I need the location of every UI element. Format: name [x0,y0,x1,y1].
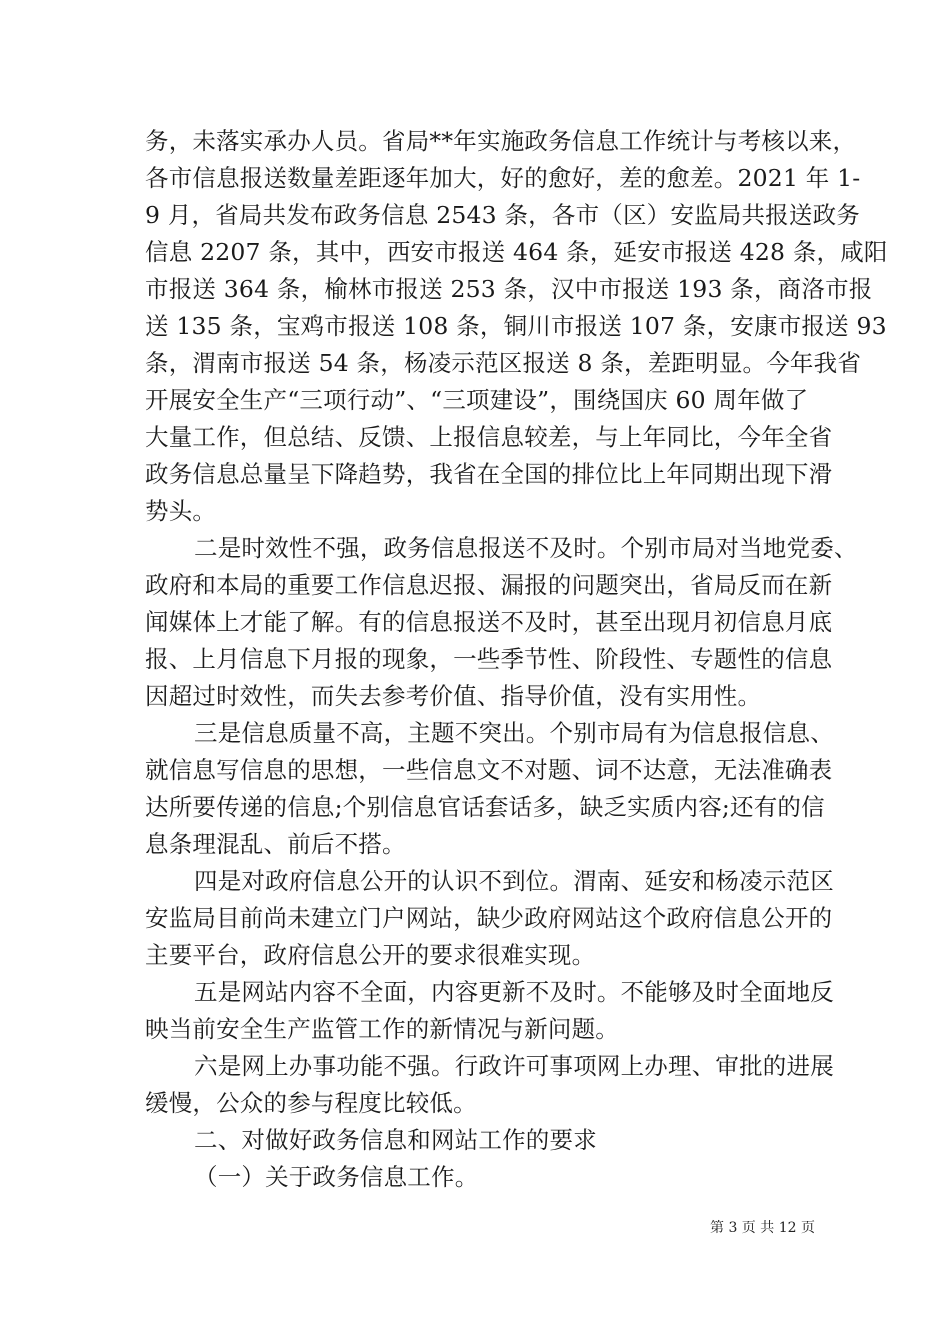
text-line: 息条理混乱、前后不搭。 [145,830,406,858]
text-line: 政府和本局的重要工作信息迟报、漏报的问题突出，省局反而在新 [145,571,833,599]
text-line: 主要平台，政府信息公开的要求很难实现。 [145,941,596,969]
text-line: 开展安全生产“三项行动”、“三项建设”，围绕国庆 60 周年做了 [145,386,809,414]
text-line: 二是时效性不强，政务信息报送不及时。个别市局对当地党委、 [194,534,858,562]
text-line: 政务信息总量呈下降趋势，我省在全国的排位比上年同期出现下滑 [145,460,833,488]
text-line: 缓慢，公众的参与程度比较低。 [145,1089,477,1117]
text-line: 报、上月信息下月报的现象，一些季节性、阶段性、专题性的信息 [145,645,833,673]
text-line: 三是信息质量不高，主题不突出。个别市局有为信息报信息、 [194,719,834,747]
text-line: 各市信息报送数量差距逐年加大，好的愈好，差的愈差。2021 年 1- [145,164,861,192]
text-line: 条，渭南市报送 54 条，杨凌示范区报送 8 条，差距明显。今年我省 [145,349,862,377]
text-line: 四是对政府信息公开的认识不到位。渭南、延安和杨凌示范区 [194,867,834,895]
text-line: 信息 2207 条，其中，西安市报送 464 条，延安市报送 428 条，咸阳 [145,238,888,266]
text-line: 务，未落实承办人员。省局**年实施政务信息工作统计与考核以来， [145,127,857,155]
text-line: 闻媒体上才能了解。有的信息报送不及时，甚至出现月初信息月底 [145,608,833,636]
text-line: 六是网上办事功能不强。行政许可事项网上办理、审批的进展 [194,1052,834,1080]
text-line: 大量工作，但总结、反馈、上报信息较差，与上年同比，今年全省 [145,423,833,451]
page-number: 第 3 页 共 12 页 [710,1220,815,1236]
text-line: 映当前安全生产监管工作的新情况与新问题。 [145,1015,619,1043]
text-line: 安监局目前尚未建立门户网站，缺少政府网站这个政府信息公开的 [145,904,833,932]
text-line: 就信息写信息的思想，一些信息文不对题、词不达意，无法准确表 [145,756,833,784]
subsection-heading: （一）关于政务信息工作。 [194,1163,479,1191]
text-line: 五是网站内容不全面，内容更新不及时。不能够及时全面地反 [194,978,834,1006]
text-line: 9 月，省局共发布政务信息 2543 条，各市（区）安监局共报送政务 [145,201,860,229]
text-line: 势头。 [145,497,217,525]
text-line: 因超过时效性，而失去参考价值、指导价值，没有实用性。 [145,682,762,710]
text-line: 市报送 364 条，榆林市报送 253 条，汉中市报送 193 条，商洛市报 [145,275,873,303]
text-line: 达所要传递的信息;个别信息官话套话多，缺乏实质内容;还有的信 [145,793,825,821]
text-line: 送 135 条，宝鸡市报送 108 条，铜川市报送 107 条，安康市报送 93 [145,312,887,340]
section-heading: 二、对做好政务信息和网站工作的要求 [194,1126,597,1154]
